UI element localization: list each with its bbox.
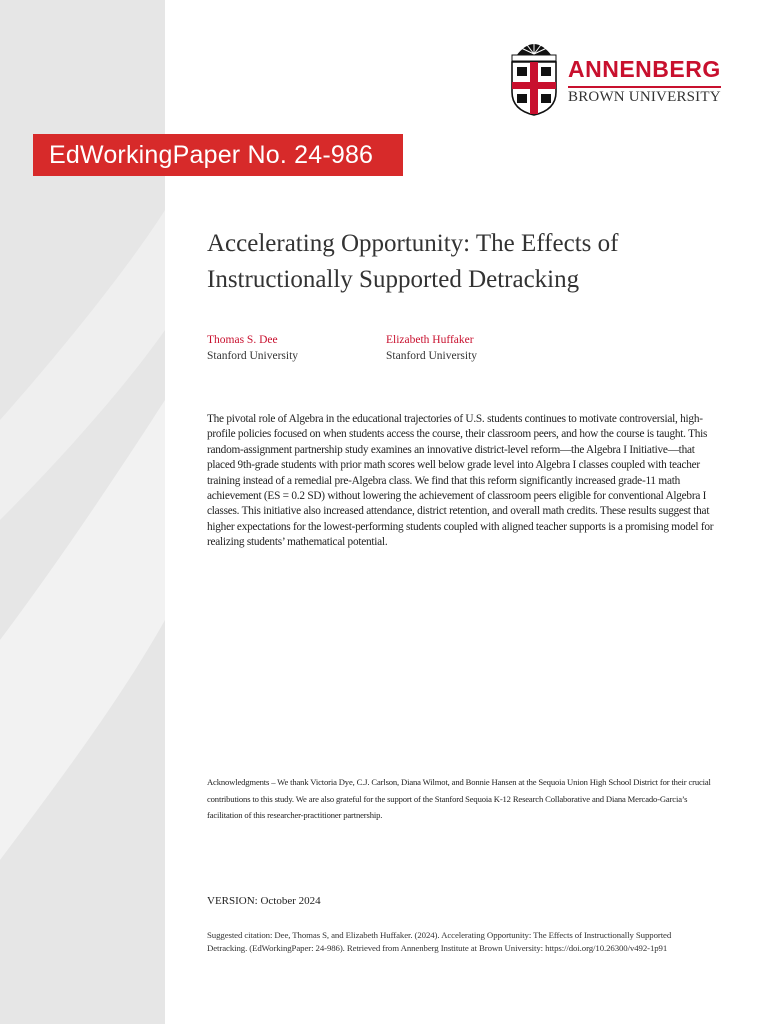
acknowledgments: Acknowledgments – We thank Victoria Dye, C.J. Carlson, Diana Wilmot, and Bonnie Hansen at the Sequoia Union High School District for their crucial contributions to this study. We are also grateful for the support of the Stanford Sequoia K-12 Research Collaborative and Diana Mercado-Garcia’s facilitation of this researcher-practitioner partnership. — [207, 777, 711, 820]
brown-shield-icon — [508, 34, 560, 116]
logo-title: ANNENBERG — [568, 56, 721, 82]
author-name: Elizabeth Huffaker — [386, 334, 474, 346]
paper-title: Accelerating Opportunity: The Effects of Instructionally Supported Detracking — [207, 230, 619, 293]
paper-number-text: EdWorkingPaper No. 24-986 — [49, 140, 374, 169]
suggested-citation: Suggested citation: Dee, Thomas S, and Elizabeth Huffaker. (2024). Accelerating Opportunity: The Effects of Instructionally Supported Detracking. (EdWorkingPaper: 24-986). Retrieved from Annenberg Institute at Brown University: https://doi.org/10.26300/v492-1p91 — [207, 930, 672, 953]
logo-subtitle: BROWN UNIVERSITY — [568, 89, 721, 105]
abstract: The pivotal role of Algebra in the educational trajectories of U.S. students continues to motivate controversial, high-profile policies focused on when students access the course, their classroom peers, and how the course is taught. This random-assignment partnership study examines an innovative district-level reform—the Algebra I Initiative—that placed 9th-grade students with prior math scores well below grade level into Algebra I classes coupled with teacher training instead of a remedial pre-Algebra class. We find that this reform significantly increased grade-11 math achievement (ES = 0.2 SD) without lowering the achievement of classroom peers eligible for conventional Algebra I classes. This initiative also increased attendance, district retention, and overall math credits. These results suggest that higher expectations for the lowest-performing students coupled with aligned teacher supports is a promising model for realizing students’ mathematical potential. — [207, 413, 714, 549]
author-affiliation: Stanford University — [207, 350, 299, 362]
version-line: VERSION: October 2024 — [207, 895, 321, 907]
author-block — [386, 332, 477, 364]
author-affiliation: Stanford University — [386, 350, 478, 362]
annenberg-logo — [508, 34, 723, 116]
logo-divider — [568, 86, 721, 88]
paper-number-banner — [33, 134, 403, 176]
author-name: Thomas S. Dee — [207, 334, 278, 346]
author-block — [207, 332, 298, 364]
